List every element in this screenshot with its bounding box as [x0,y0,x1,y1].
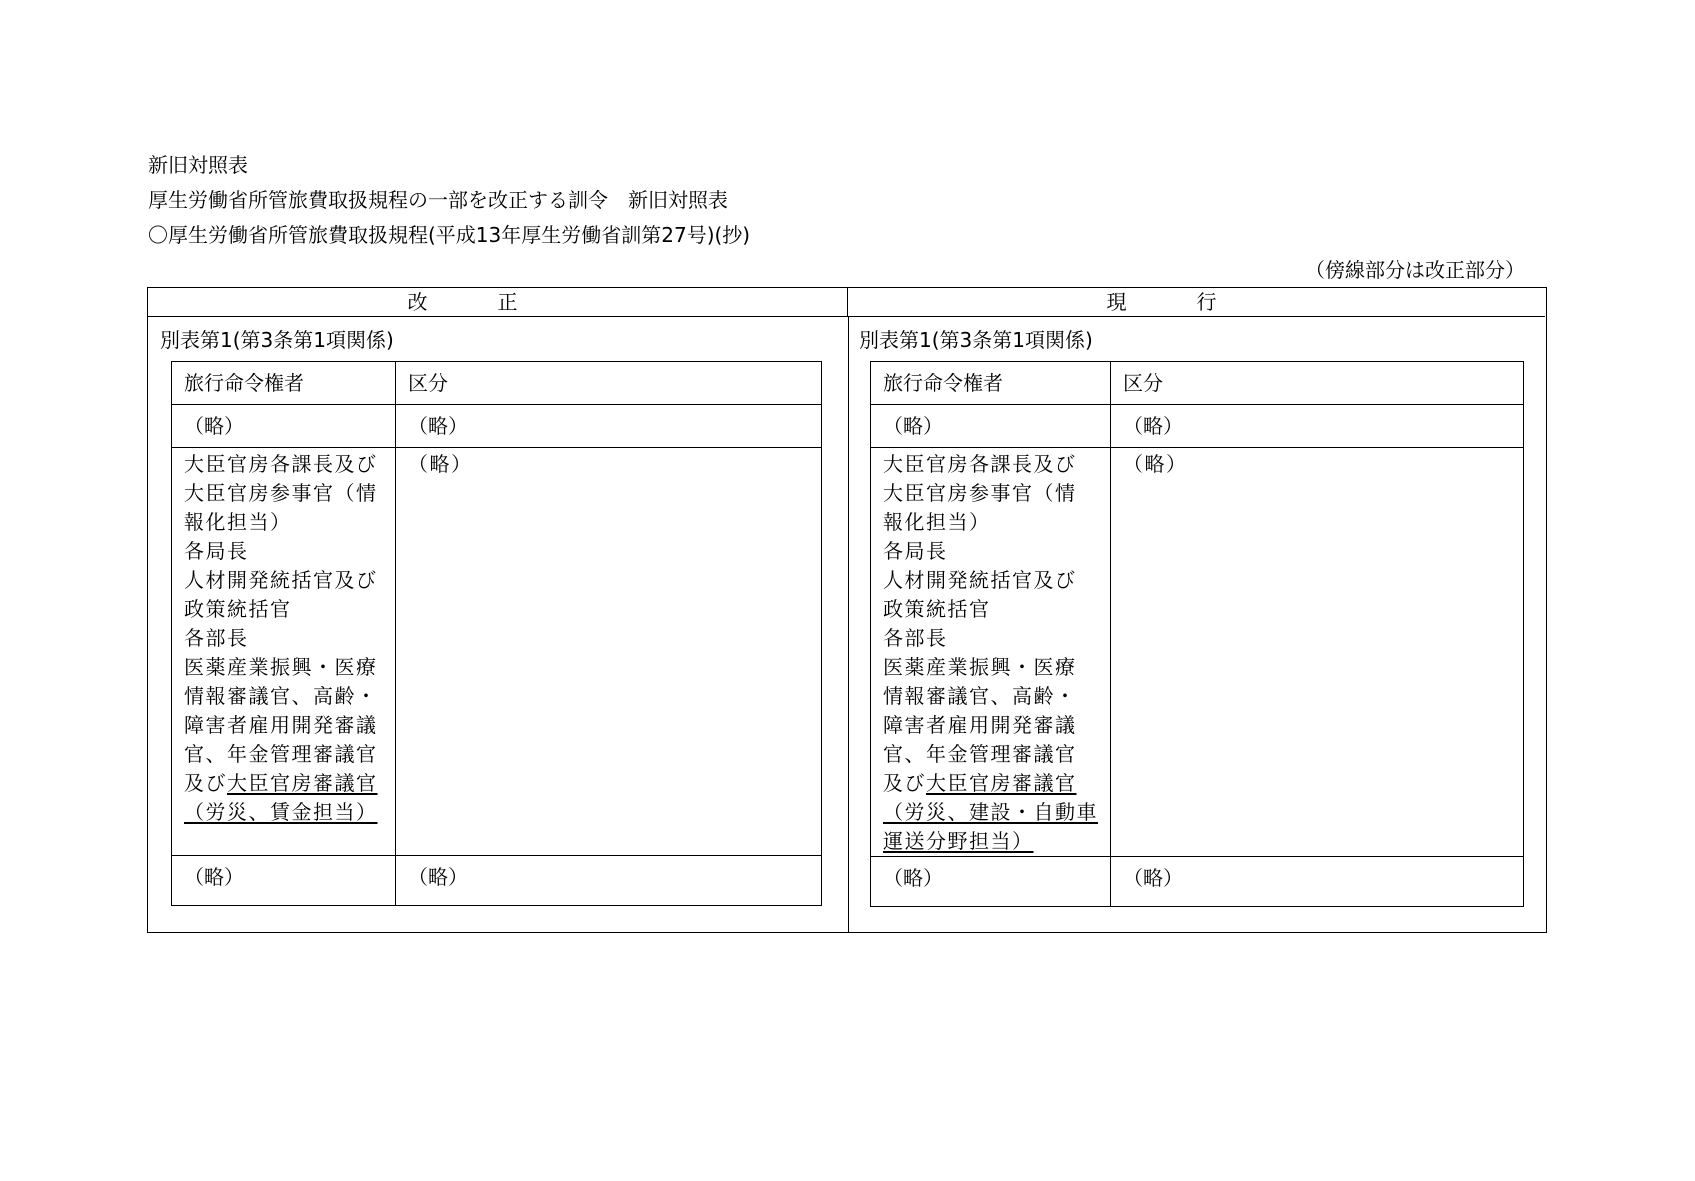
authority-line: 人材開発統括官及び [184,568,378,592]
authority-line: 大臣官房参事官（情 [184,481,378,505]
table-row [172,362,822,405]
authority-line: 各局長 [883,539,948,563]
document-subtitle: 厚生労働省所管旅費取扱規程の一部を改正する訓令 新旧対照表 [148,188,728,212]
authority-line: 各部長 [883,626,948,650]
omitted-cell: （略） [396,856,822,906]
revised-table-title: 別表第1(第3条第1項関係) [160,328,394,352]
underlined-current: 大臣官房審議官 [926,771,1077,795]
authority-line: 官、年金管理審議官 [883,742,1077,766]
authority-line: 各局長 [184,539,249,563]
column-header-revised: 改正 [148,288,848,317]
authority-line: 各部長 [184,626,249,650]
omitted-cell: （略） [172,856,396,906]
omitted-cell: （略） [871,857,1111,907]
underlined-revision: （労災、賃金担当） [184,800,378,824]
header-cell-category: 区分 [396,362,822,405]
authority-line: 大臣官房各課長及び [184,452,378,476]
authority-line: 政策統括官 [184,597,292,621]
revised-inner-table [171,361,822,906]
underlined-current: 運送分野担当） [883,829,1034,853]
line-prefix: 及び [883,771,926,795]
omitted-cell: （略） [396,448,822,856]
omitted-cell: （略） [1111,857,1524,907]
document-title: 新旧対照表 [148,153,248,177]
authority-line: 官、年金管理審議官 [184,742,378,766]
authority-line: 大臣官房各課長及び [883,452,1077,476]
header-cell-authority: 旅行命令権者 [172,362,396,405]
authority-list-cell [172,448,396,856]
column-header-current: 現行 [848,288,1545,317]
authority-line: 医薬産業振興・医療 [883,655,1077,679]
header-cell-category: 区分 [1111,362,1524,405]
authority-line [184,769,383,798]
underline-note: （傍線部分は改正部分） [1305,258,1525,282]
current-inner-table [870,361,1524,907]
authority-line [883,769,1098,798]
line-prefix: 及び [184,771,227,795]
header-cell-authority: 旅行命令権者 [871,362,1111,405]
authority-line: 大臣官房参事官（情 [883,481,1077,505]
table-row [871,448,1524,857]
comparison-table [147,287,1547,933]
table-row [871,362,1524,405]
underlined-revision: 大臣官房審議官 [227,771,378,795]
authority-line: 報化担当） [883,510,991,534]
column-divider [848,316,849,932]
regulation-name: 〇厚生労働省所管旅費取扱規程(平成13年厚生労働省訓第27号)(抄) [148,223,751,247]
omitted-cell: （略） [1111,448,1524,857]
table-row [871,405,1524,448]
omitted-cell: （略） [396,405,822,448]
authority-line: 障害者雇用開発審議 [883,713,1077,737]
authority-line: 障害者雇用開発審議 [184,713,378,737]
authority-line: 情報審議官、高齢・ [883,684,1077,708]
authority-line: 人材開発統括官及び [883,568,1077,592]
table-row [172,856,822,906]
current-table-title: 別表第1(第3条第1項関係) [859,328,1093,352]
omitted-cell: （略） [1111,405,1524,448]
omitted-cell: （略） [871,405,1111,448]
underlined-current: （労災、建設・自動車 [883,800,1098,824]
table-row [871,857,1524,907]
table-row [172,405,822,448]
omitted-cell: （略） [172,405,396,448]
authority-line: 報化担当） [184,510,292,534]
authority-line: 情報審議官、高齢・ [184,684,378,708]
authority-list-cell [871,448,1111,857]
authority-line: 政策統括官 [883,597,991,621]
table-row [172,448,822,856]
authority-line: 医薬産業振興・医療 [184,655,378,679]
